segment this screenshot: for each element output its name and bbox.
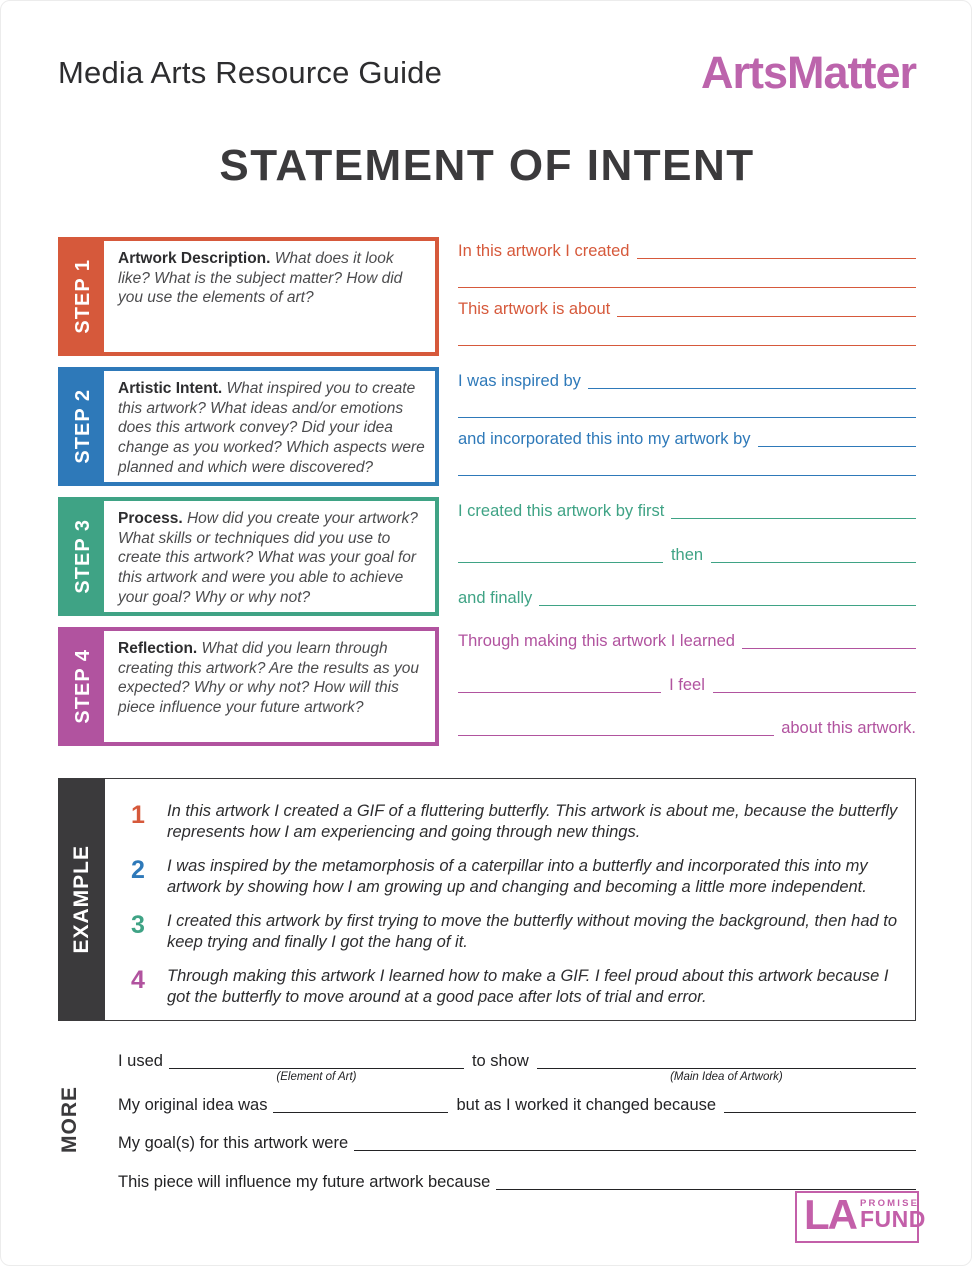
step-4-card xyxy=(58,627,439,746)
blank-line[interactable] xyxy=(713,692,916,693)
more-row-3 xyxy=(118,1131,916,1153)
fill-row xyxy=(458,718,916,738)
fill-prompt: My goal(s) for this artwork were xyxy=(118,1134,349,1152)
example-item-1 xyxy=(131,801,901,844)
example-text-1: In this artwork I created a GIF of a fluttering butterfly. This artwork is about me, because the butterfly represents how I am experiencing and going through new things. xyxy=(167,802,898,842)
blank-line[interactable] xyxy=(724,1112,916,1113)
example-number-1: 1 xyxy=(131,801,145,829)
step-4-description: What did you learn through creating this artwork? Are the results as you expected? Why or why not? How will this piece influence your future artwork? xyxy=(118,640,419,717)
step-1-row xyxy=(58,237,916,356)
logo-la-text: LA xyxy=(804,1191,856,1238)
blank-line[interactable] xyxy=(273,1112,448,1113)
step-4-row xyxy=(58,627,916,746)
more-section xyxy=(58,1047,916,1192)
logo-text-column xyxy=(860,1198,926,1231)
fill-row xyxy=(458,675,916,695)
fill-prompt: about this artwork. xyxy=(781,719,916,737)
page-header xyxy=(58,47,916,99)
blank-line[interactable] xyxy=(496,1189,916,1190)
fill-prompt: then xyxy=(670,545,704,564)
step-3-label: STEP 3 xyxy=(71,519,94,594)
blank-line[interactable] xyxy=(671,518,916,519)
step-4-label: STEP 4 xyxy=(71,649,94,724)
step-1-label: STEP 1 xyxy=(71,259,94,334)
line-caption: (Main Idea of Artwork) xyxy=(670,1071,783,1083)
page-title: STATEMENT OF INTENT xyxy=(219,141,755,190)
step-3-row xyxy=(58,497,916,616)
blank-line[interactable] xyxy=(617,316,916,317)
fill-row xyxy=(458,241,916,261)
more-content xyxy=(118,1047,916,1192)
blank-line[interactable] xyxy=(742,648,916,649)
more-tab xyxy=(58,1047,118,1192)
blank-line[interactable] xyxy=(458,287,916,288)
fill-row xyxy=(458,545,916,565)
fill-row xyxy=(458,501,916,521)
step-2-row xyxy=(58,367,916,486)
example-text-2: I was inspired by the metamorphosis of a caterpillar into a butterfly and incorporated this into my artwork by showing how I am growing up and changing and becoming a little more independent. xyxy=(167,856,868,897)
fill-row xyxy=(458,328,916,348)
step-2-card xyxy=(58,367,439,486)
more-label: MORE xyxy=(58,1086,81,1153)
step-2-heading: Artistic Intent. xyxy=(118,380,223,397)
fill-prompt: I created this artwork by first xyxy=(458,502,665,520)
example-item-3 xyxy=(131,911,901,954)
blank-line[interactable] xyxy=(458,475,916,476)
step-1-description: What does it look like? What is the subject matter? How did you use the elements of art? xyxy=(118,250,403,307)
fill-row xyxy=(458,429,916,449)
blank-line[interactable] xyxy=(758,446,916,447)
step-1-heading: Artwork Description. xyxy=(118,250,271,267)
fill-prompt: This piece will influence my future artwork because xyxy=(118,1173,491,1191)
step-3-tab xyxy=(62,501,104,612)
blank-line[interactable] xyxy=(539,605,916,606)
fill-row xyxy=(458,270,916,290)
fill-row xyxy=(458,458,916,478)
step-3-description: How did you create your artwork? What skills or techniques did you use to create this artwork? What was your goal for this artwork and were you able to achieve your goal? Why or why not? xyxy=(118,510,418,606)
guide-title: Media Arts Resource Guide xyxy=(58,55,443,90)
more-row-4 xyxy=(118,1170,916,1192)
fill-prompt: to show xyxy=(471,1052,529,1070)
step-3-body xyxy=(104,501,435,612)
blank-line[interactable] xyxy=(169,1068,464,1083)
step-2-label: STEP 2 xyxy=(71,389,94,464)
fill-prompt: I feel xyxy=(669,675,705,694)
fill-row xyxy=(458,631,916,651)
fill-prompt: but as I worked it changed because xyxy=(456,1096,717,1114)
fill-row xyxy=(458,588,916,608)
step-2-fill-area xyxy=(458,367,916,486)
blank-line[interactable] xyxy=(588,388,916,389)
example-label: EXAMPLE xyxy=(70,845,93,954)
step-4-tab xyxy=(62,631,104,742)
example-text-3: I created this artwork by first trying to move the butterfly without moving the background, then had to keep trying and finally I got the hang of it. xyxy=(167,911,898,952)
logo-fund-text: FUND xyxy=(860,1206,926,1232)
blank-line[interactable] xyxy=(354,1150,916,1151)
blank-line[interactable] xyxy=(458,735,774,736)
fill-row xyxy=(458,400,916,420)
line-caption: (Element of Art) xyxy=(276,1071,357,1083)
example-number-4: 4 xyxy=(131,965,145,994)
la-promise-fund-logo xyxy=(795,1191,926,1243)
example-text-4: Through making this artwork I learned how to make a GIF. I feel proud about this artwork because I got the butterfly to move around at a good pace after lots of trial and error. xyxy=(167,966,889,1007)
fill-prompt: and finally xyxy=(458,589,533,607)
more-row-1 xyxy=(118,1049,916,1083)
blank-line[interactable] xyxy=(711,562,916,563)
fill-prompt: This artwork is about xyxy=(458,300,611,318)
step-1-card xyxy=(58,237,439,356)
step-4-heading: Reflection. xyxy=(118,640,198,657)
step-1-tab xyxy=(62,241,104,352)
step-3-fill-area xyxy=(458,497,916,616)
fill-prompt: I was inspired by xyxy=(458,372,581,390)
example-number-2: 2 xyxy=(131,855,145,884)
steps-section xyxy=(58,237,916,746)
more-row-2 xyxy=(118,1093,916,1115)
step-4-body xyxy=(104,631,435,742)
example-number-3: 3 xyxy=(131,910,145,939)
blank-line[interactable] xyxy=(458,692,661,693)
fill-row xyxy=(458,299,916,319)
fill-prompt: In this artwork I created xyxy=(458,242,630,260)
step-3-heading: Process. xyxy=(118,510,183,527)
fill-prompt: My original idea was xyxy=(118,1096,268,1114)
fill-row xyxy=(458,371,916,391)
step-1-fill-area xyxy=(458,237,916,356)
step-4-fill-area xyxy=(458,627,916,746)
example-section xyxy=(58,778,916,1021)
blank-line[interactable] xyxy=(458,345,916,346)
step-1-body xyxy=(104,241,435,352)
blank-line[interactable] xyxy=(537,1068,916,1083)
blank-line[interactable] xyxy=(637,258,917,259)
blank-line[interactable] xyxy=(458,417,916,418)
fill-prompt: Through making this artwork I learned xyxy=(458,632,735,650)
fill-prompt: and incorporated this into my artwork by xyxy=(458,430,751,448)
blank-line[interactable] xyxy=(458,562,663,563)
example-content xyxy=(105,779,915,1020)
step-2-body xyxy=(104,371,435,482)
step-2-description: What inspired you to create this artwork? What ideas and/or emotions does this artwork convey? Did your idea change as you worked? Which aspects were planned and which were discovered? xyxy=(118,380,425,476)
fill-prompt: I used xyxy=(118,1052,163,1070)
step-3-card xyxy=(58,497,439,616)
example-tab xyxy=(59,779,105,1020)
example-item-4 xyxy=(131,966,901,1009)
example-item-2 xyxy=(131,856,901,899)
logo-promise-text: PROMISE xyxy=(860,1198,920,1209)
step-2-tab xyxy=(62,371,104,482)
artsmatter-logo: ArtsMatter xyxy=(700,47,916,98)
